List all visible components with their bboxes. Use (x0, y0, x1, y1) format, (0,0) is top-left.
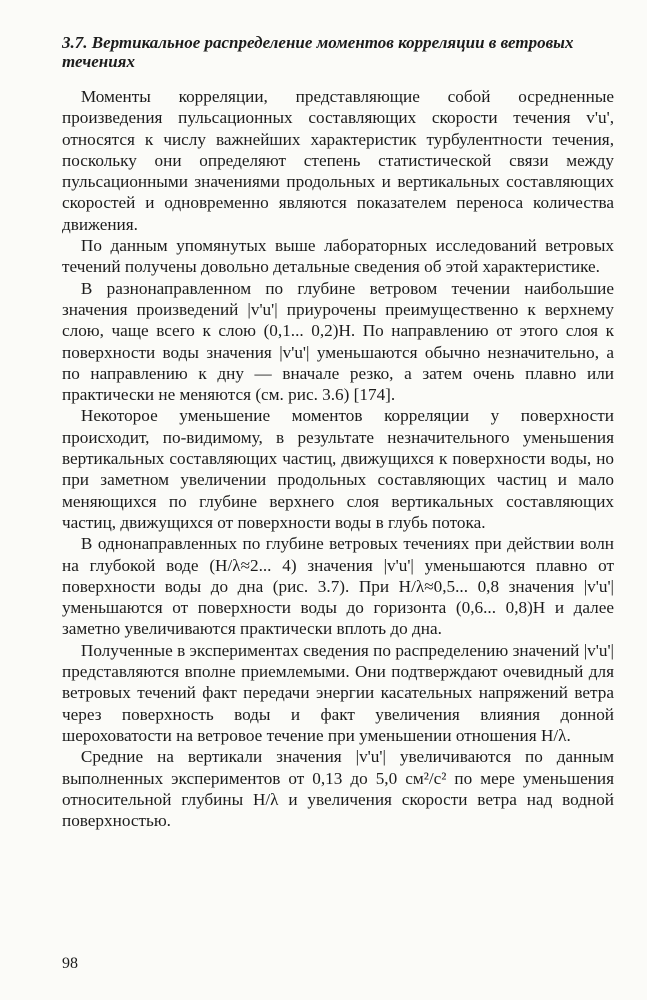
paragraph-4: Некоторое уменьшение моментов корреляции у поверхности происходит, по-видимому, в результате незначительного уменьшения вертикальных составляющих частиц, движущихся к поверхности воды, но при заметном увеличении продольных составляющих частиц и мало меняющихся по глубине верхнего слоя вертикальных составляющих частиц, движущихся от поверхности воды в глубь потока. (62, 406, 614, 532)
paragraph-5: В однонаправленных по глубине ветровых течениях при действии волн на глубокой воде (H/λ≈2... 4) значения |v'u'| уменьшаются плавно от поверхности воды до дна (рис. 3.7). При H/λ≈0,5... 0,8 значения |v'u'| уменьшаются от поверхности воды до горизонта (0,6... 0,8)H и далее заметно увеличиваются практически вплоть до дна. (62, 534, 614, 639)
paragraph-1: Моменты корреляции, представляющие собой осредненные произведения пульсационных составляющих скорости течения v'u', относятся к числу важнейших характеристик турбулентности течения, поскольку они определяют степень статистической связи между пульсационными значениями продольных и вертикальных составляющих скоростей и одновременно являются показателем переноса количества движения. (62, 87, 614, 234)
body-text (62, 86, 614, 831)
paragraph-3: В разнонаправленном по глубине ветровом течении наибольшие значения произведений |v'u'| приурочены преимущественно к верхнему слою, чаще всего к слою (0,1... 0,2)H. По направлению от этого слоя к поверхности воды значения |v'u'| уменьшаются обычно незначительно, а по направлению к дну — вначале резко, а затем очень плавно или практически не меняются (см. рис. 3.6) [174]. (62, 278, 614, 405)
page-number: 98 (62, 955, 78, 972)
paragraph-2: По данным упомянутых выше лабораторных исследований ветровых течений получены довольно детальные сведения об этой характеристике. (62, 236, 614, 277)
section-heading: 3.7. Вертикальное распределение моментов корреляции в ветровых течениях (62, 33, 574, 71)
paragraph-6: Полученные в экспериментах сведения по распределению значений |v'u'| представляются вполне приемлемыми. Они подтверждают очевидный для ветровых течений факт передачи энергии касательных напряжений ветра через поверхность воды и факт увеличения влияния донной шероховатости на ветровое течение при уменьшении отношения H/λ. (62, 640, 614, 745)
paragraph-7: Средние на вертикали значения |v'u'| увеличиваются по данным выполненных экспериментов от 0,13 до 5,0 см²/с² по мере уменьшения относительной глубины H/λ и увеличения скорости ветра над водной поверхностью. (62, 747, 614, 831)
